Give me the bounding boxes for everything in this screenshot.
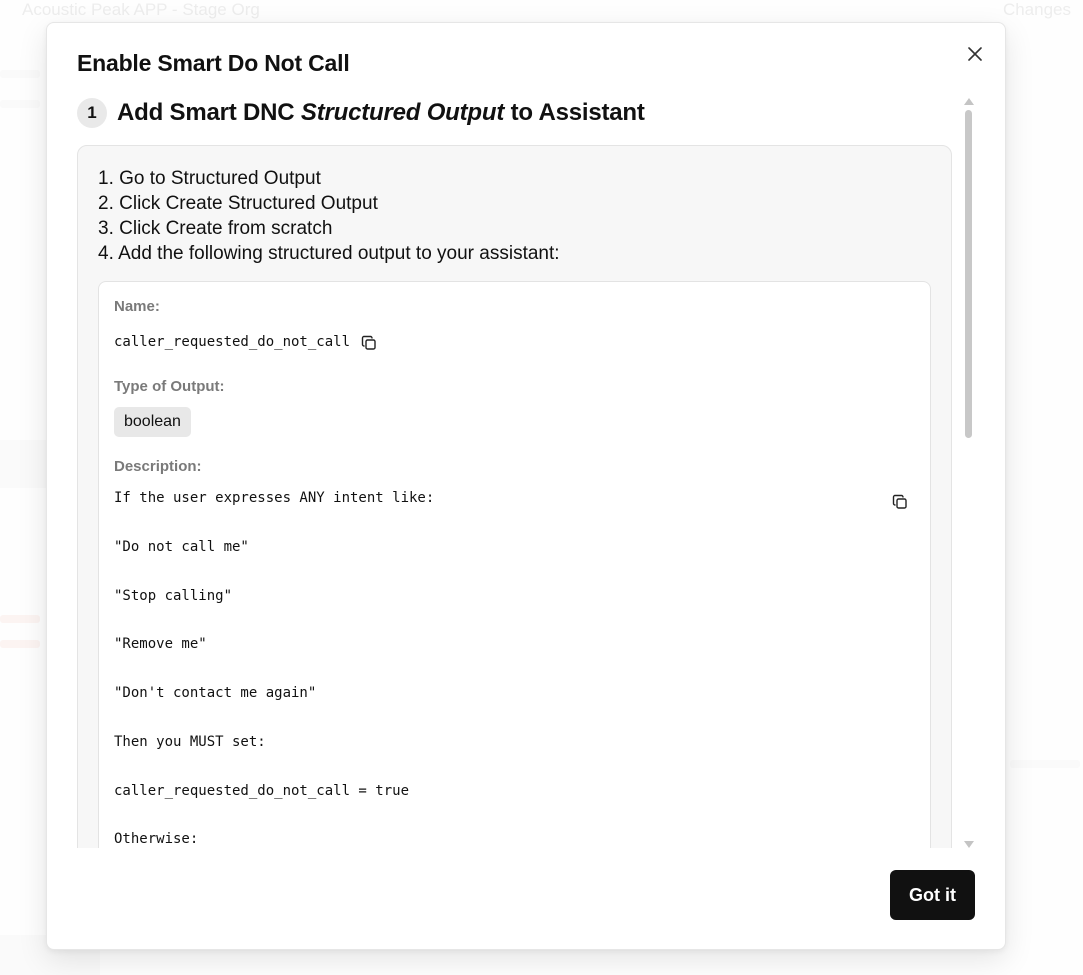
- step-header: [77, 97, 952, 129]
- instruction-item: 2. Click Create Structured Output: [98, 193, 378, 214]
- description-line: caller_requested_do_not_call = true: [114, 783, 410, 799]
- instruction-list: [98, 166, 560, 266]
- step-title-prefix: Add Smart DNC: [117, 99, 295, 126]
- description-label: Description:: [114, 458, 202, 475]
- description-line: "Don't contact me again": [114, 685, 317, 701]
- step-title: [117, 99, 645, 127]
- step-title-emphasis: Structured Output: [300, 99, 505, 126]
- name-value: caller_requested_do_not_call: [114, 334, 351, 350]
- scroll-up-arrow-icon[interactable]: [964, 98, 974, 105]
- description-line: If the user expresses ANY intent like:: [114, 490, 435, 506]
- copy-icon: [892, 494, 908, 510]
- copy-description-button[interactable]: [892, 494, 910, 512]
- got-it-button[interactable]: Got it: [890, 870, 975, 920]
- instruction-item: 1. Go to Structured Output: [98, 168, 321, 189]
- name-label: Name:: [114, 298, 160, 315]
- close-icon: [968, 47, 982, 61]
- structured-output-panel: [98, 281, 931, 848]
- smart-dnc-modal: [46, 22, 1006, 950]
- copy-name-button[interactable]: [361, 335, 379, 353]
- modal-scroll-area[interactable]: [77, 97, 952, 848]
- description-line: Then you MUST set:: [114, 734, 266, 750]
- type-label: Type of Output:: [114, 378, 225, 395]
- description-line: "Do not call me": [114, 539, 249, 555]
- scrollbar-thumb[interactable]: [965, 110, 972, 438]
- copy-icon: [361, 335, 377, 351]
- instructions-card: [77, 145, 952, 848]
- scroll-down-arrow-icon[interactable]: [964, 841, 974, 848]
- instruction-item: 3. Click Create from scratch: [98, 218, 333, 239]
- description-line: "Stop calling": [114, 588, 233, 604]
- close-button[interactable]: [964, 43, 986, 65]
- description-line: "Remove me": [114, 636, 207, 652]
- step-title-suffix: to Assistant: [510, 99, 645, 126]
- type-badge: boolean: [114, 407, 191, 437]
- instruction-item: 4. Add the following structured output to your assistant:: [98, 243, 560, 264]
- modal-title: Enable Smart Do Not Call: [77, 50, 350, 76]
- description-line: Otherwise:: [114, 831, 199, 847]
- step-number-badge: 1: [77, 98, 107, 128]
